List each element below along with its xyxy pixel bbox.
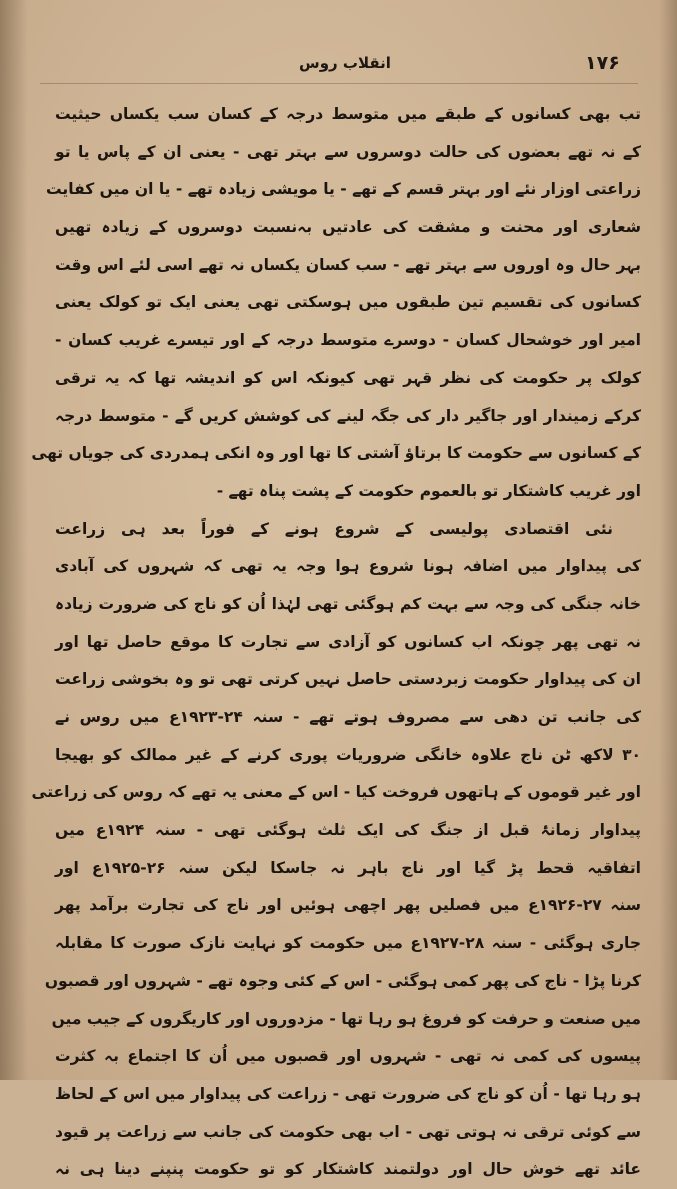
page-header [0, 46, 677, 86]
text-line: ۳۰ لاکھ ٹن ناج علاوہ خانگی ضروریات پوری کرنے کے غیر ممالک کو بھیجا [55, 745, 641, 764]
text-line: کسانوں کی تقسیم تین طبقوں میں ہوسکتی تھی یعنی ایک تو کولک یعنی [55, 293, 641, 312]
text-line: سنہ ۲۷-۱۹۲۶ع میں فصلیں پھر اچھی ہوئیں اور ناج کی تجارت برآمد پھر [55, 896, 641, 915]
page-edge-shadow-left [0, 0, 28, 1080]
text-line: سے کوئی ترقی نہ ہوتی تھی - اب بھی حکومت کی جانب سے زراعت پر قیود [55, 1122, 641, 1141]
header-divider [40, 83, 638, 84]
text-line: نہ تھی پھر چونکہ اب کسانوں کو آزادی سے تجارت کا موقع حاصل تھا اور [55, 632, 641, 651]
text-line: پیسوں کی کمی نہ تھی - شہروں اور قصبوں میں اُن کا اجتماع بہ کثرت [55, 1047, 641, 1066]
text-line: ان کی پیداوار حکومت زبردستی حاصل نہیں کرتی تھی تو وہ بخوشی زراعت [55, 670, 641, 689]
text-line: کی پیداوار میں اضافہ ہونا شروع ہوا وجہ یہ تھی کہ شہروں کی آبادی [55, 557, 641, 576]
text-line: پیداوار زمانۂ قبل از جنگ کی ایک ثلث ہوگئی تھی - سنہ ۱۹۲۴ع میں [55, 821, 642, 840]
text-line: کے نہ تھے بعضوں کی حالت دوسروں سے بہتر تھی - یعنی ان کے پاس یا تو [55, 142, 641, 161]
paragraph-end-line: اور غریب کاشتکار تو بالعموم حکومت کے پشت پناہ تھے - [216, 481, 641, 500]
text-line: تب بھی کسانوں کے طبقے میں متوسط درجہ کے کسان سب یکساں حیثیت [55, 105, 641, 123]
text-line: اور غیر قوموں کے ہاتھوں فروخت کیا - اس کے معنی یہ تھے کہ روس کی زراعتی [31, 783, 641, 802]
text-line: خانہ جنگی کی وجہ سے بہت کم ہوگئی تھی لہٰذا اُن کو ناج کی ضرورت زیادہ [55, 594, 641, 613]
text-line: زراعتی اوزار نئے اور بہتر قسم کے تھے - یا مویشی زیادہ تھے - یا ان میں کفایت [46, 180, 641, 199]
body-text [31, 96, 642, 1189]
text-line: عائد تھے خوش حال اور دولتمند کاشتکار کو تو حکومت پنپنے دینا ہی نہ [55, 1160, 641, 1179]
text-line: ہو رہا تھا - اُن کو ناج کی ضرورت تھی - زراعت کی پیداوار میں اس کے لحاظ [55, 1084, 641, 1103]
text-line: اتفاقیہ قحط پڑ گیا اور ناج باہر نہ جاسکا لیکن سنہ ۲۶-۱۹۲۵ع اور [55, 858, 641, 877]
text-line: امیر اور خوشحال کسان - دوسرے متوسط درجہ کے اور تیسرے غریب کسان - [55, 331, 641, 350]
text-line: بہر حال وہ اوروں سے بہتر تھے - سب کسان یکساں نہ تھے اسی لئے اس وقت [55, 255, 641, 274]
text-line: شعاری اور محنت و مشقت کی عادتیں بہ‌نسبت دوسروں کے زیادہ تھیں [55, 218, 641, 237]
paragraph-start-line: نئی اقتصادی پولیسی کے شروع ہونے کے فوراً بعد ہی زراعت [55, 519, 613, 538]
text-line: جاری ہوگئی - سنہ ۲۸-۱۹۲۷ع میں حکومت کو نہایت نازک صورت کا مقابلہ [55, 934, 641, 953]
page-number: ۱۷۶ [585, 52, 620, 74]
text-line: میں صنعت و حرفت کو فروغ ہو رہا تھا - مزدوروں اور کاریگروں کے جیب میں [51, 1009, 641, 1028]
text-line: کرنا پڑا - ناج کی پھر کمی ہوگئی - اس کے کئی وجوہ تھے - شہروں اور قصبوں [44, 971, 641, 990]
text-line: کے کسانوں سے حکومت کا برتاؤ آشتی کا تھا اور وہ انکی ہمدردی کی جویاں تھی [31, 444, 641, 463]
text-line: کرکے زمیندار اور جاگیر دار کی جگہ لینے کی کوشش کریں گے - متوسط درجہ [55, 406, 641, 425]
text-line: کی جانب تن دھی سے مصروف ہوتے تھے - سنہ ۲۴-۱۹۲۳ع میں روس نے [55, 708, 641, 726]
text-line: کولک پر حکومت کی نظر قہر تھی کیونکہ اس کو اندیشہ تھا کہ یہ ترقی [55, 368, 641, 387]
running-title: انقلاب روس [299, 54, 391, 72]
page-edge-shadow-right [659, 0, 677, 1080]
